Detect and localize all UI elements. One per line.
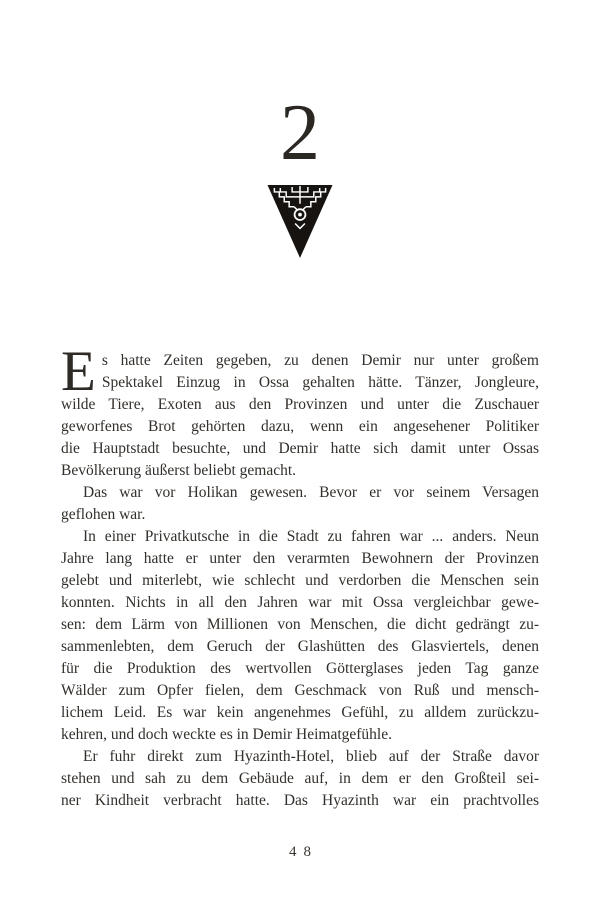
- paragraph: [61, 482, 539, 526]
- paragraph: [61, 746, 539, 812]
- text-line: Er fuhr direkt zum Hyazinth-Hotel, blieb auf der Straße davor: [83, 748, 539, 765]
- text-line: lichem Leid. Es war kein angenehmes Gefühl, zu alldem zurückzu-: [61, 704, 539, 721]
- text-line: gelebt und miterlebt, wie schlecht und verdorben die Menschen sein: [61, 572, 539, 589]
- text-line: ner Kindheit verbracht hatte. Das Hyazinth war ein prachtvolles: [61, 792, 539, 809]
- paragraph: [61, 340, 539, 482]
- text-line: sen: dem Lärm von Millionen von Menschen, die dicht gedrängt zu-: [61, 616, 539, 633]
- text-line: die Hauptstadt besuchte, und Demir hatte sich damit unter Ossas: [61, 440, 539, 457]
- text-line: sammenlebten, dem Geruch der Glashütten des Glasviertels, denen: [61, 638, 539, 655]
- body-text: [61, 340, 539, 812]
- chapter-ornament-icon: [267, 184, 334, 259]
- text-line: geflohen war.: [61, 506, 146, 523]
- text-line: stehen und sah zu dem Gebäude auf, in dem er den Großteil sei-: [61, 770, 539, 787]
- text-line: In einer Privatkutsche in die Stadt zu fahren war ... anders. Neun: [83, 528, 539, 545]
- text-line: Spektakel Einzug in Ossa gehalten hätte. Tänzer, Jongleure,: [101, 374, 539, 391]
- text-line: Das war vor Holikan gewesen. Bevor er vor seinem Versagen: [83, 484, 539, 501]
- chapter-number: 2: [280, 89, 320, 177]
- text-line: kehren, und doch weckte es in Demir Heimatgefühle.: [61, 726, 392, 743]
- page-number: 48: [289, 844, 318, 860]
- text-line: Wälder zum Opfer fielen, dem Geschmack von Ruß und mensch-: [61, 682, 539, 699]
- text-line: wilde Tiere, Exoten aus den Provinzen und unter die Zuschauer: [61, 396, 539, 413]
- paragraph: [61, 526, 539, 746]
- drop-cap: E: [61, 340, 96, 403]
- text-line: Bevölkerung äußerst beliebt gemacht.: [61, 462, 297, 479]
- text-line: konnten. Nichts in all den Jahren war mit Ossa vergleichbar gewe-: [61, 594, 539, 611]
- text-line: Jahre lang hatte er unter den verarmten Bewohnern der Provinzen: [61, 550, 539, 567]
- text-line: für die Produktion des wertvollen Götterglases jeden Tag ganze: [61, 660, 539, 677]
- text-line: s hatte Zeiten gegeben, zu denen Demir nur unter großem: [101, 352, 539, 369]
- text-line: geworfenes Brot gehörten dazu, wenn ein angesehener Politiker: [61, 418, 539, 435]
